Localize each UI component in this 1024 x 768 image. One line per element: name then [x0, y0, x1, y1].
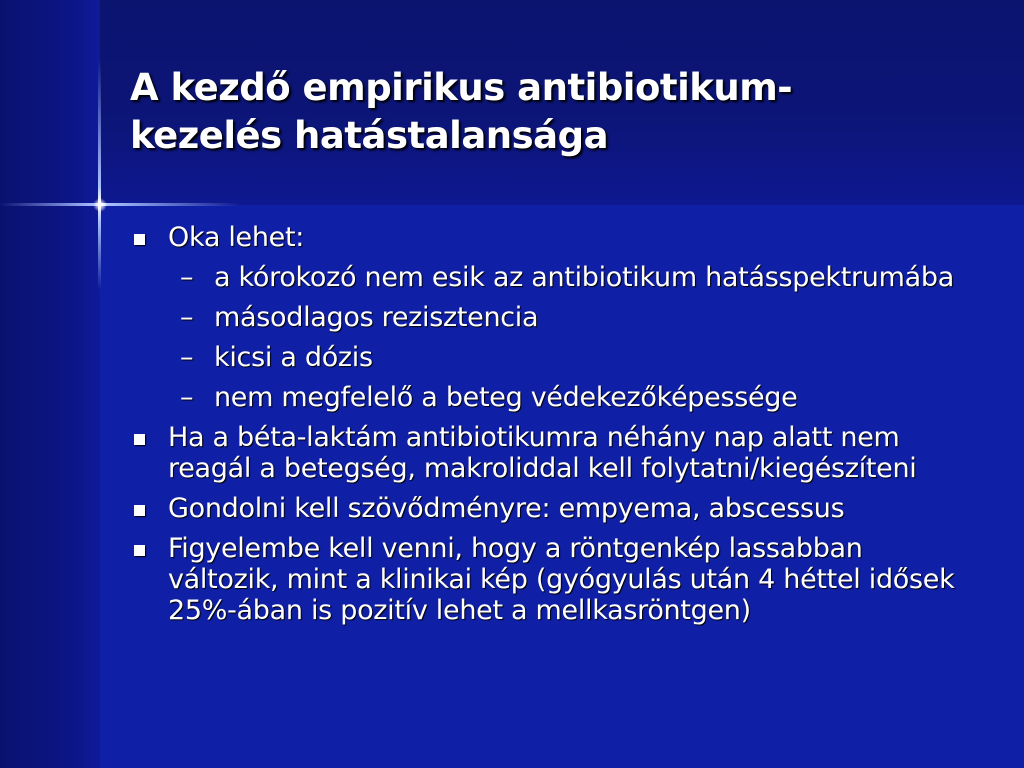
- bullet-text: Figyelembe kell venni, hogy a röntgenkép lassabban változik, mint a klinikai kép (gyógyulás után 4 héttel idősek 25%-ában is pozitív lehet a mellkasröntgen): [168, 533, 955, 626]
- square-bullet-icon: [134, 505, 145, 516]
- sub-bullet-text: kicsi a dózis: [214, 342, 373, 373]
- dash-marker: –: [180, 302, 194, 333]
- bullet-list: [130, 222, 960, 635]
- sub-bullet-item: [130, 342, 960, 373]
- bullet-item: [130, 422, 960, 484]
- slide-title-line-1: A kezdő empirikus antibiotikum-: [130, 66, 793, 109]
- bullet-text: Oka lehet:: [168, 222, 305, 253]
- sub-bullet-item: [130, 382, 960, 413]
- bullet-item: [130, 222, 960, 253]
- left-band: [0, 0, 100, 768]
- square-bullet-icon: [134, 545, 145, 556]
- decorative-vertical-line: [98, 60, 101, 290]
- sub-bullet-item: [130, 262, 960, 293]
- decorative-horizontal-line: [0, 203, 240, 206]
- bullet-text: Ha a béta-laktám antibiotikumra néhány nap alatt nem reagál a betegség, makroliddal kell folytatni/kiegészíteni: [168, 422, 917, 484]
- bullet-item: [130, 493, 960, 524]
- sub-bullet-text: nem megfelelő a beteg védekezőképessége: [214, 382, 798, 413]
- slide-title: [130, 64, 990, 160]
- square-bullet-icon: [134, 234, 145, 245]
- bullet-item: [130, 533, 960, 626]
- dash-marker: –: [180, 262, 194, 293]
- bullet-text: Gondolni kell szövődményre: empyema, abscessus: [168, 493, 845, 524]
- dash-marker: –: [180, 342, 194, 373]
- slide-title-line-2: kezelés hatástalansága: [130, 114, 609, 157]
- square-bullet-icon: [134, 434, 145, 445]
- sub-bullet-item: [130, 302, 960, 333]
- sub-bullet-text: a kórokozó nem esik az antibiotikum hatásspektrumába: [214, 262, 954, 293]
- sparkle-icon: [93, 198, 107, 212]
- sub-bullet-text: másodlagos rezisztencia: [214, 302, 539, 333]
- dash-marker: –: [180, 382, 194, 413]
